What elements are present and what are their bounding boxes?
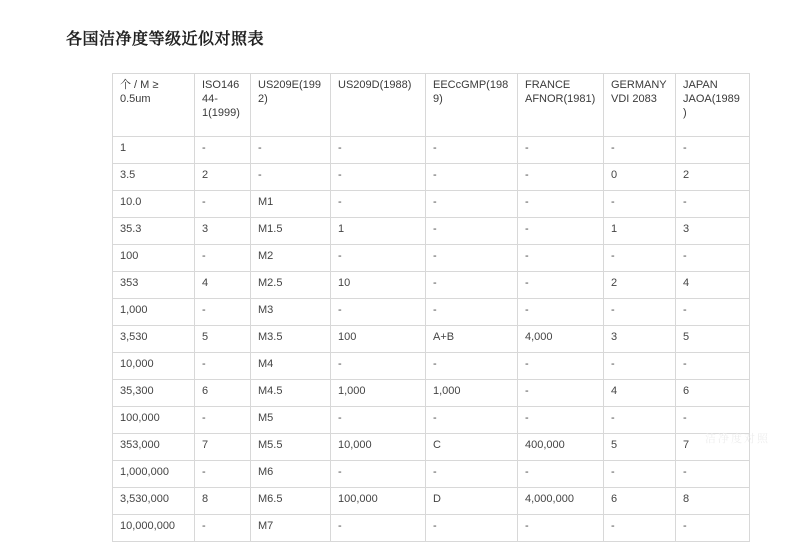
table-cell: - xyxy=(518,137,604,164)
table-cell: 6 xyxy=(676,380,750,407)
table-cell: - xyxy=(518,461,604,488)
table-cell: 7 xyxy=(676,434,750,461)
table-cell: - xyxy=(251,137,331,164)
table-cell: 100,000 xyxy=(331,488,426,515)
table-cell: 100 xyxy=(113,245,195,272)
table-cell: - xyxy=(676,461,750,488)
table-cell: - xyxy=(604,245,676,272)
table-cell: - xyxy=(331,353,426,380)
column-header-germany-vdi: GERMANY VDI 2083 xyxy=(604,74,676,137)
table-cell: - xyxy=(604,353,676,380)
table-cell: 353 xyxy=(113,272,195,299)
table-cell: - xyxy=(426,191,518,218)
table-cell: - xyxy=(518,353,604,380)
table-row xyxy=(113,515,750,542)
table-cell: 3.5 xyxy=(113,164,195,191)
table-cell: 6 xyxy=(195,380,251,407)
table-cell: 3,530 xyxy=(113,326,195,353)
table-cell: - xyxy=(518,407,604,434)
table-cell: 100 xyxy=(331,326,426,353)
table-cell: 1,000 xyxy=(113,299,195,326)
table-cell: - xyxy=(604,407,676,434)
table-row xyxy=(113,245,750,272)
table-cell: 10.0 xyxy=(113,191,195,218)
table-cell: - xyxy=(604,299,676,326)
table-cell: 3,530,000 xyxy=(113,488,195,515)
table-cell: - xyxy=(518,218,604,245)
table-cell: 4 xyxy=(676,272,750,299)
table-row xyxy=(113,299,750,326)
table-cell: 6 xyxy=(604,488,676,515)
table-cell: 100,000 xyxy=(113,407,195,434)
table-cell: 2 xyxy=(195,164,251,191)
table-row xyxy=(113,272,750,299)
table-cell: - xyxy=(426,245,518,272)
table-row xyxy=(113,434,750,461)
table-cell: D xyxy=(426,488,518,515)
table-cell: - xyxy=(426,137,518,164)
table-cell: - xyxy=(676,137,750,164)
table-body xyxy=(113,137,750,542)
table-row xyxy=(113,326,750,353)
table-cell: - xyxy=(426,218,518,245)
table-cell: 3 xyxy=(604,326,676,353)
table-cell: M6.5 xyxy=(251,488,331,515)
table-cell: - xyxy=(195,137,251,164)
table-cell: 10,000 xyxy=(331,434,426,461)
table-row xyxy=(113,191,750,218)
table-cell: M2 xyxy=(251,245,331,272)
table-cell: - xyxy=(331,407,426,434)
table-cell: - xyxy=(518,272,604,299)
table-cell: 1,000 xyxy=(426,380,518,407)
table-cell: 5 xyxy=(195,326,251,353)
table-cell: - xyxy=(195,353,251,380)
table-cell: 4,000 xyxy=(518,326,604,353)
table-row xyxy=(113,353,750,380)
table-cell: - xyxy=(426,164,518,191)
page-title: 各国洁净度等级近似对照表 xyxy=(66,31,265,48)
cleanroom-comparison-table xyxy=(112,73,750,542)
table-row xyxy=(113,137,750,164)
table-cell: - xyxy=(331,191,426,218)
column-header-particle-count: 个 / M ≥ 0.5um xyxy=(113,74,195,137)
table-cell: - xyxy=(331,515,426,542)
table-cell: 4 xyxy=(604,380,676,407)
table-cell: A+B xyxy=(426,326,518,353)
table-cell: - xyxy=(195,407,251,434)
table-cell: 3 xyxy=(195,218,251,245)
table-cell: 1 xyxy=(331,218,426,245)
table-cell: 4,000,000 xyxy=(518,488,604,515)
table-row xyxy=(113,461,750,488)
table-cell: 1 xyxy=(604,218,676,245)
table-row xyxy=(113,380,750,407)
table-cell: - xyxy=(195,245,251,272)
table-cell: - xyxy=(195,461,251,488)
table-cell: - xyxy=(604,137,676,164)
table-cell: 2 xyxy=(676,164,750,191)
table-cell: - xyxy=(331,164,426,191)
table-cell: - xyxy=(604,515,676,542)
table-cell: 7 xyxy=(195,434,251,461)
table-cell: - xyxy=(426,515,518,542)
table-cell: - xyxy=(195,299,251,326)
table-row xyxy=(113,218,750,245)
table-cell: - xyxy=(426,407,518,434)
table-cell: M5 xyxy=(251,407,331,434)
table-row xyxy=(113,407,750,434)
table-cell: M4 xyxy=(251,353,331,380)
column-header-japan-jaoa: JAPAN JAOA(1989) xyxy=(676,74,750,137)
table-cell: M2.5 xyxy=(251,272,331,299)
table-cell: M4.5 xyxy=(251,380,331,407)
table-cell: - xyxy=(426,461,518,488)
table-cell: M6 xyxy=(251,461,331,488)
table-cell: 400,000 xyxy=(518,434,604,461)
table-cell: 2 xyxy=(604,272,676,299)
table-row xyxy=(113,488,750,515)
table-cell: 3 xyxy=(676,218,750,245)
table-cell: - xyxy=(676,407,750,434)
table-cell: - xyxy=(331,245,426,272)
column-header-us209d: US209D(1988) xyxy=(331,74,426,137)
table-cell: - xyxy=(331,137,426,164)
table-cell: 5 xyxy=(604,434,676,461)
table-header xyxy=(113,74,750,137)
table-cell: - xyxy=(676,191,750,218)
table-cell: - xyxy=(676,353,750,380)
column-header-france-afnor: FRANCE AFNOR(1981) xyxy=(518,74,604,137)
table-cell: M3 xyxy=(251,299,331,326)
table-cell: M7 xyxy=(251,515,331,542)
table-cell: 1,000 xyxy=(331,380,426,407)
table-cell: - xyxy=(426,299,518,326)
table-cell: M5.5 xyxy=(251,434,331,461)
table-cell: M1 xyxy=(251,191,331,218)
table-cell: - xyxy=(604,191,676,218)
table-cell: - xyxy=(518,515,604,542)
table-cell: 10,000 xyxy=(113,353,195,380)
table-cell: 1,000,000 xyxy=(113,461,195,488)
watermark-text: 洁净度对照 xyxy=(705,433,770,445)
table-cell: - xyxy=(604,461,676,488)
column-header-us209e: US209E(1992) xyxy=(251,74,331,137)
table-cell: - xyxy=(195,515,251,542)
table-cell: - xyxy=(331,461,426,488)
table-cell: 10 xyxy=(331,272,426,299)
table-cell: - xyxy=(518,245,604,272)
column-header-eec-cgmp: EECcGMP(1989) xyxy=(426,74,518,137)
table-cell: - xyxy=(518,299,604,326)
table-cell: M1.5 xyxy=(251,218,331,245)
cleanroom-table-container xyxy=(112,73,749,542)
table-cell: 1 xyxy=(113,137,195,164)
table-cell: 35.3 xyxy=(113,218,195,245)
table-cell: - xyxy=(518,380,604,407)
table-cell: - xyxy=(676,245,750,272)
column-header-iso14644: ISO14644-1(1999) xyxy=(195,74,251,137)
table-cell: - xyxy=(331,299,426,326)
table-cell: 0 xyxy=(604,164,676,191)
table-cell: 8 xyxy=(195,488,251,515)
table-row xyxy=(113,164,750,191)
table-cell: - xyxy=(426,272,518,299)
table-cell: 5 xyxy=(676,326,750,353)
table-cell: M3.5 xyxy=(251,326,331,353)
table-cell: 353,000 xyxy=(113,434,195,461)
table-header-row xyxy=(113,74,750,137)
table-cell: - xyxy=(518,191,604,218)
table-cell: - xyxy=(676,299,750,326)
table-cell: - xyxy=(426,353,518,380)
table-cell: - xyxy=(195,191,251,218)
table-cell: 35,300 xyxy=(113,380,195,407)
table-cell: C xyxy=(426,434,518,461)
table-cell: 8 xyxy=(676,488,750,515)
table-cell: - xyxy=(676,515,750,542)
table-cell: - xyxy=(251,164,331,191)
table-cell: 10,000,000 xyxy=(113,515,195,542)
table-cell: - xyxy=(518,164,604,191)
table-cell: 4 xyxy=(195,272,251,299)
